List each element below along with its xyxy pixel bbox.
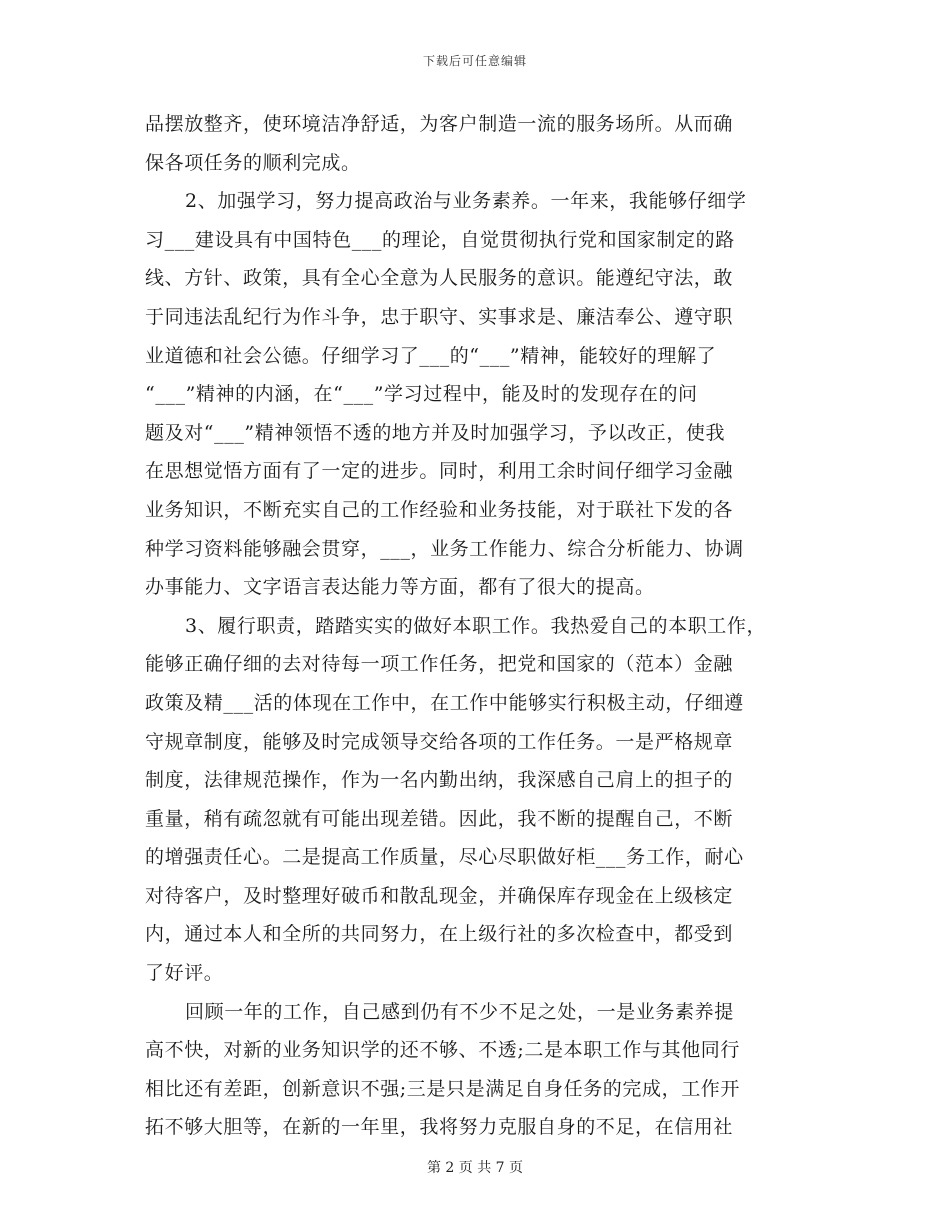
body-line: 习___建设具有中国特色___的理论，自觉贯彻执行党和国家制定的路 [145,228,735,251]
page-number: 第 2 页 共 7 页 [426,1160,524,1176]
body-line: 品摆放整齐，使环境洁净舒适，为客户制造一流的服务场所。从而确 [145,113,734,135]
body-line: 相比还有差距，创新意识不强;三是只是满足自身任务的完成，工作开 [145,1077,741,1100]
document-body [145,105,810,1147]
paragraph-start-line: 2、加强学习，努力提高政治与业务素养。一年来，我能够仔细学 [185,190,747,213]
body-line: 能够正确仔细的去对待每一项工作任务，把党和国家的（范本）金融 [145,653,734,676]
body-line: 拓不够大胆等，在新的一年里，我将努力克服自身的不足，在信用社 [145,1116,734,1139]
body-line: 重量，稍有疏忽就有可能出现差错。因此，我不断的提醒自己，不断 [145,807,734,830]
body-line: “___”精神的内涵，在“___”学习过程中，能及时的发现存在的问 [145,383,698,406]
body-line: 制度，法律规范操作，作为一名内勤出纳，我深感自己肩上的担子的 [145,769,734,792]
body-line: 保各项任务的顺利完成。 [145,151,361,174]
body-line: 种学习资料能够融会贯穿，___，业务工作能力、综合分析能力、协调 [145,537,744,560]
page-header-note: 下载后可任意编辑 [422,54,527,68]
body-line: 在思想觉悟方面有了一定的进步。同时，利用工余时间仔细学习金融 [145,460,734,483]
body-line: 于同违法乱纪行为作斗争，忠于职守、实事求是、廉洁奉公、遵守职 [145,305,734,328]
paragraph-start-line: 回顾一年的工作，自己感到仍有不少不足之处，一是业务素养提 [185,1000,734,1023]
body-line: 了好评。 [145,962,224,985]
body-line: 业务知识，不断充实自己的工作经验和业务技能，对于联社下发的各 [145,498,734,521]
body-line: 题及对“___”精神领悟不透的地方并及时加强学习，予以改正，使我 [145,421,726,444]
body-line: 线、方针、政策，具有全心全意为人民服务的意识。能遵纪守法，敢 [145,267,734,290]
body-line: 办事能力、文字语言表达能力等方面，都有了很大的提高。 [145,576,655,599]
body-line: 业道德和社会公德。仔细学习了___的“___”精神，能较好的理解了 [145,344,717,367]
body-line: 高不快，对新的业务知识学的还不够、不透;二是本职工作与其他同行 [145,1039,741,1062]
body-line: 对待客户，及时整理好破币和散乱现金，并确保库存现金在上级核定 [145,884,734,907]
body-line: 守规章制度，能够及时完成领导交给各项的工作任务。一是严格规章 [145,730,734,753]
body-line: 的增强责任心。二是提高工作质量，尽心尽职做好柜___务工作，耐心 [145,846,744,869]
body-line: 政策及精___活的体现在工作中，在工作中能够实行积极主动，仔细遵 [145,691,744,714]
body-line: 内，通过本人和全所的共同努力，在上级行社的多次检查中，都受到 [145,923,734,946]
paragraph-start-line: 3、履行职责，踏踏实实的做好本职工作。我热爱自己的本职工作， [185,614,767,637]
